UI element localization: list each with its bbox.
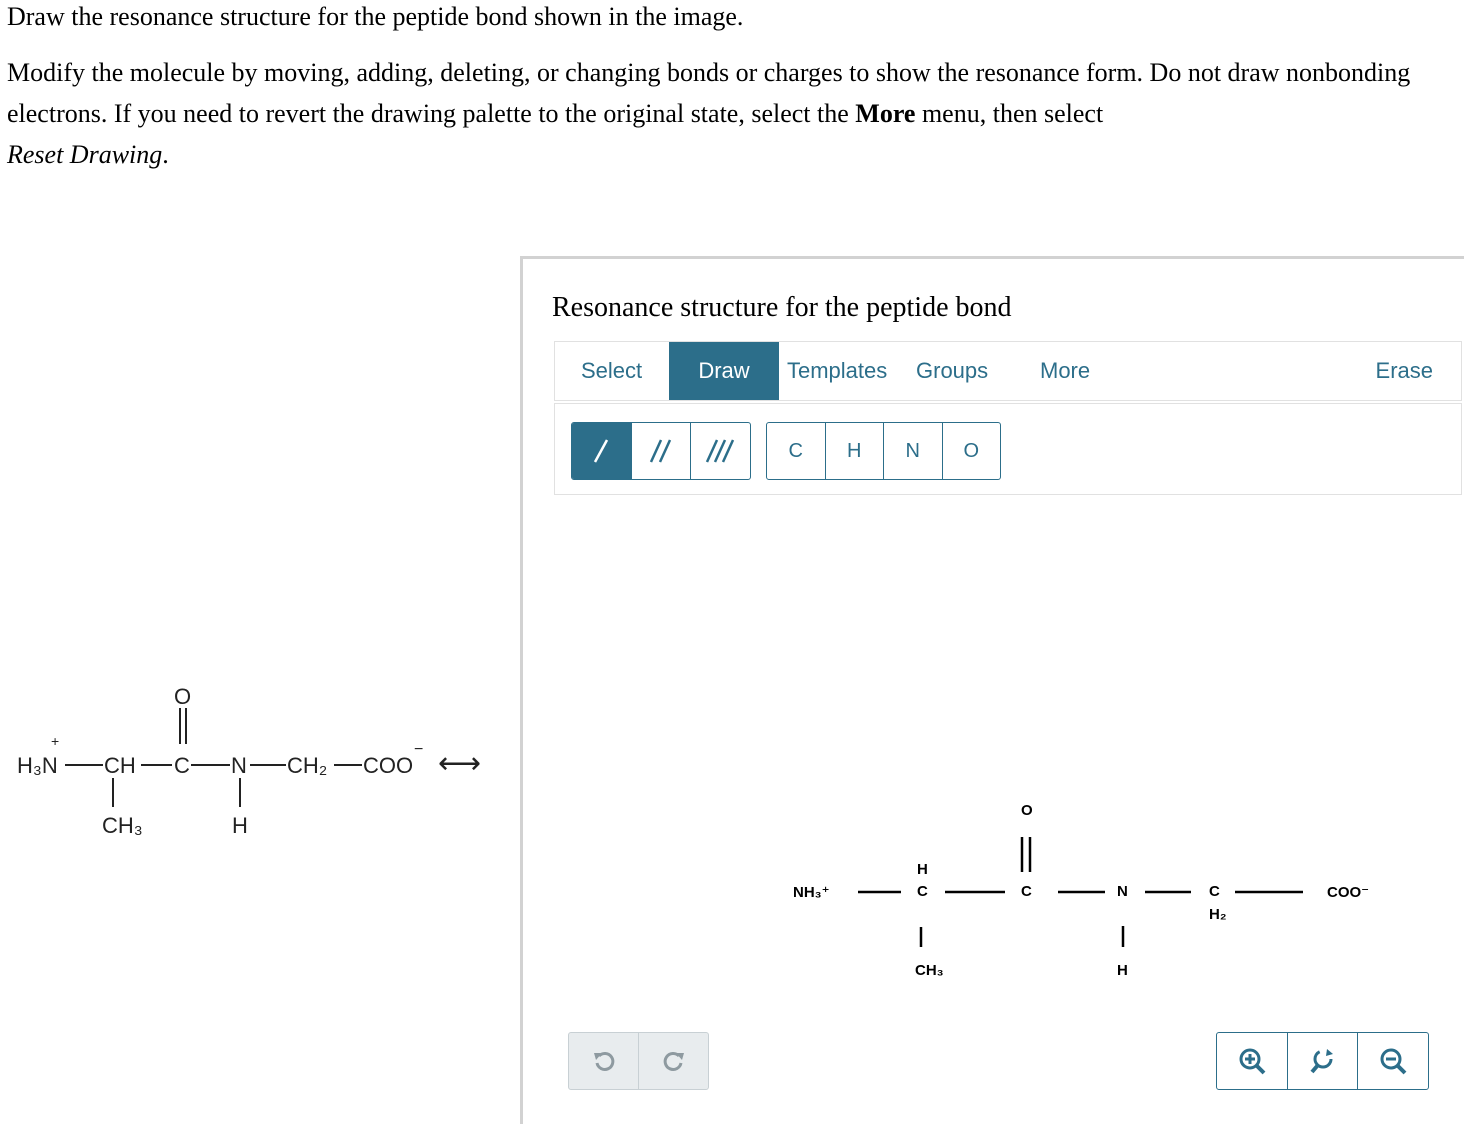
question-title: Draw the resonance structure for the peptide bond shown in the image. [7,2,744,31]
instructions-text-2: menu, then select [915,99,1104,128]
o-label: O [174,684,192,709]
plus-charge: + [51,733,60,749]
ch2-label: CH₂ [287,753,328,778]
drawing-editor-panel [520,256,1464,1124]
triple-bond-icon [704,436,738,466]
atom-tools [766,422,1001,480]
c-carbonyl-label: C [174,753,190,778]
instructions-text: Modify the molecule by moving, adding, deleting, or changing bonds or charges to show the resonance form. Do not draw nonbonding electrons. If you need to revert the drawing palette to the original state, select the [7,58,1411,128]
single-bond-icon [589,436,613,466]
zoom-group [1216,1032,1429,1090]
minus-charge: − [414,741,424,758]
tab-more[interactable]: More [1040,358,1091,383]
ch-label: CH [104,753,136,778]
redo-button[interactable] [639,1033,708,1089]
zoom-reset-icon [1308,1046,1338,1076]
zoom-in-button[interactable] [1217,1033,1288,1089]
canvas-ch2-h2-label: H₂ [1209,906,1227,923]
tab-select[interactable]: Select [581,358,643,383]
tab-templates[interactable]: Templates [787,358,888,383]
original-peptide-structure [0,680,520,860]
bond-tools [571,422,751,480]
instructions-period: . [162,140,169,169]
canvas-coo-label: COO⁻ [1327,884,1370,901]
erase-button[interactable]: Erase [1375,358,1433,383]
tab-draw[interactable]: Draw [669,342,779,400]
canvas-c-carbonyl-label: C [1021,883,1032,900]
canvas-ch2-c-label: C [1209,883,1220,900]
h3n-label: H₃N [17,753,58,778]
canvas-ca-label: C [917,883,928,900]
instructions-reset-drawing: Reset Drawing [7,140,163,169]
atom-c-button[interactable]: C [767,423,826,479]
canvas-nh3-label: NH₃⁺ [793,884,830,901]
canvas-o-label: O [1021,802,1033,819]
tab-groups[interactable]: Groups [916,358,989,383]
zoom-reset-button[interactable] [1288,1033,1359,1089]
undo-redo-group [568,1032,709,1090]
zoom-out-icon [1378,1046,1408,1076]
n-label: N [231,753,247,778]
double-bond-button[interactable] [632,423,692,479]
editor-tabs [554,341,1462,401]
canvas-ch3-label: CH₃ [915,962,944,979]
ch3-label: CH₃ [102,813,143,838]
n-h-label: H [232,813,248,838]
instructions-more: More [855,99,916,128]
double-bond-icon [647,436,675,466]
canvas-n-label: N [1117,883,1128,900]
atom-h-button[interactable]: H [826,423,885,479]
question-instructions [7,52,1447,175]
zoom-in-icon [1237,1046,1267,1076]
coo-label: COO [363,753,414,778]
resonance-arrow: ⟷ [438,747,482,780]
single-bond-button[interactable] [572,423,632,479]
canvas-ca-h-label: H [917,861,928,878]
redo-icon [662,1049,686,1073]
canvas-n-h-label: H [1117,962,1128,979]
zoom-out-button[interactable] [1358,1033,1428,1089]
undo-button[interactable] [569,1033,639,1089]
undo-icon [592,1049,616,1073]
panel-title: Resonance structure for the peptide bond [552,292,1012,323]
draw-toolbar [554,403,1462,495]
triple-bond-button[interactable] [691,423,750,479]
atom-n-button[interactable]: N [884,423,943,479]
atom-o-button[interactable]: O [963,439,980,462]
